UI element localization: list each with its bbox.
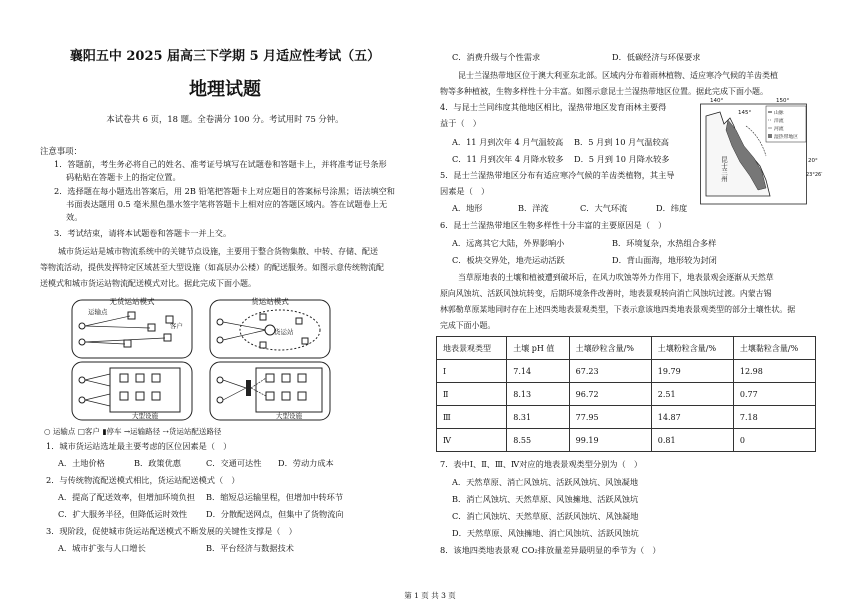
- table-row: [437, 429, 816, 452]
- table-header-row: [437, 337, 816, 360]
- question-stem: 6．昆士兰湿热带地区生物多样性十分丰富的主要原因是（ ）: [440, 220, 667, 230]
- answer-option: A．城市扩张与人口增长: [58, 543, 146, 553]
- answer-option: B．洋流: [518, 203, 549, 213]
- answer-option: D．背山面海，地形较为封闭: [612, 255, 717, 265]
- answer-option: C．消费升级与个性需求: [452, 52, 541, 62]
- table-cell: 7.18: [733, 406, 815, 429]
- question-stem: 4．与昆士兰同纬度其他地区相比，湿热带地区发育雨林主要得: [440, 102, 667, 112]
- map-lon-label: 140°: [710, 98, 724, 104]
- question-stem: 2．与传统物流配送模式相比，货运站配送模式（ ）: [46, 475, 240, 485]
- legend-item: 运输点: [52, 427, 76, 436]
- answer-option: B．5 月到 10 月气温较高: [574, 137, 669, 147]
- answer-option: C．板块交界处，地壳运动活跃: [452, 255, 565, 265]
- answer-option: A．11 月到次年 4 月气温较高: [452, 137, 564, 147]
- table-header: 土壤粉粒含量/%: [651, 337, 733, 360]
- answer-option: B．环境复杂，水热组合多样: [612, 238, 717, 248]
- question-stem: 1．城市货运站选址最主要考虑的区位因素是（ ）: [46, 441, 232, 451]
- question-stem: 益于（ ）: [440, 118, 481, 128]
- page-footer: 第 1 页 共 3 页: [404, 591, 456, 600]
- table-cell: 96.72: [569, 383, 651, 406]
- note-line: 书面表达题用 0.5 毫米黑色墨水签字笔将答题卡上相对应的答题区域内。答在试题卷上无: [66, 199, 388, 209]
- note-line: 1．答题前，考生务必将自己的姓名、准考证号填写在试题卷和答题卡上，并将准考证号条形: [54, 159, 387, 169]
- legend-square-icon: □: [77, 427, 85, 436]
- answer-option: D．分散配送网点，但集中了货物流向: [206, 509, 344, 519]
- table-cell: 19.79: [651, 360, 733, 383]
- table-cell: Ⅳ: [437, 429, 507, 452]
- answer-option: A．土地价格: [58, 458, 105, 468]
- legend-arrow-icon: →: [123, 427, 131, 436]
- answer-option: C．大气环流: [580, 203, 628, 213]
- table-cell: 2.51: [651, 383, 733, 406]
- answer-option: B．消亡风蚀坑、天然草原、风蚀擁地、活跃风蚀坑: [452, 494, 639, 504]
- map-lon-label: 150°: [776, 98, 790, 104]
- table-header: 地表景观类型: [437, 337, 507, 360]
- passage-line: 林郭勒草原某地同时存在上述四类地表景观类型，下表示意该地四类地表景观类型的部分土壤性状。据: [440, 305, 796, 314]
- label-no-station: 无货运站模式: [109, 297, 155, 306]
- table-header: 土壤黏粒含量/%: [733, 337, 815, 360]
- legend-parking-icon: ▮: [102, 427, 107, 436]
- map-lat-label: 20°: [808, 158, 818, 164]
- answer-option: B．平台经济与数据技术: [206, 543, 294, 553]
- map-legend-item: 山脉: [774, 111, 784, 116]
- passage-line: 城市货运站是城市物流系统中的关键节点设施，主要用于整合货物集散、中转、存储、配送: [58, 247, 378, 256]
- table-cell: 77.95: [569, 406, 651, 429]
- queensland-map: [700, 96, 823, 208]
- exam-intro: 本试卷共 6 页，18 题。全卷满分 100 分。考试用时 75 分钟。: [106, 114, 344, 124]
- passage-line: 等物流活动，提供发挥特定区域甚至大型设施（如高层办公楼）的配送服务。如图示意传统物流配: [40, 263, 384, 272]
- table-cell: 8.13: [507, 383, 569, 406]
- legend-dashed-arrow-icon: ⇢: [162, 427, 169, 436]
- passage-line: 送模式和城市货运站物流配送模式对比。据此完成下面小题。: [40, 279, 256, 288]
- answer-option: C．11 月到次年 4 月降水较多: [452, 154, 564, 164]
- table-header: 土壤砂粒含量/%: [569, 337, 651, 360]
- table-cell: Ⅱ: [437, 383, 507, 406]
- answer-option: C．交通可达性: [206, 458, 262, 468]
- table-cell: 14.87: [651, 406, 733, 429]
- map-lat-label: 23°26′: [806, 172, 823, 178]
- passage-line: 完成下面小题。: [440, 321, 496, 330]
- table-cell: 99.19: [569, 429, 651, 452]
- answer-option: D．纬度: [656, 203, 688, 213]
- table-cell: 8.55: [507, 429, 569, 452]
- answer-option: C．扩大服务半径，但降低运时效性: [58, 509, 188, 519]
- question-stem: 3．现阶段，促使城市货运站配送模式不断发展的关键性支撑是（ ）: [46, 526, 297, 536]
- answer-option: D．5 月到 10 月降水较多: [574, 154, 670, 164]
- label-station: 货运站模式: [251, 297, 289, 306]
- question-stem: 7．表中Ⅰ、Ⅱ、Ⅲ、Ⅳ对应的地表景观类型分别为（ ）: [440, 459, 643, 469]
- answer-option: A．天然草原、消亡风蚀坑、活跃风蚀坑、风蚀凝地: [452, 477, 639, 487]
- answer-option: B．政策优惠: [134, 458, 181, 468]
- answer-option: A．远离其它大陆，外界影响小: [452, 238, 565, 248]
- answer-option: B．缩短总运输里程，但增加中转环节: [206, 492, 344, 502]
- table-row: [437, 360, 816, 383]
- passage-line: 昆士兰湿热带地区位于澳大利亚东北部。区域内分布着雨林植物、适应寒冷气候的羊齿类植: [458, 71, 778, 80]
- table-cell: 67.23: [569, 360, 651, 383]
- answer-option: D．劳动力成本: [278, 458, 334, 468]
- table-cell: Ⅲ: [437, 406, 507, 429]
- map-region-label: 昆士兰州: [720, 156, 728, 182]
- question-stem: 5．昆士兰湿热带地区分布有适应寒冷气候的羊齿类植物，其主导: [440, 170, 675, 180]
- answer-option: A．提高了配送效率，但增加环境负担: [58, 492, 195, 502]
- table-cell: 0.81: [651, 429, 733, 452]
- exam-title: 襄阳五中 2025 届高三下学期 5 月适应性考试（五）: [69, 49, 381, 64]
- answer-option: C．消亡风蚀坑、天然草原、活跃风蚀坑、风蚀凝地: [452, 511, 639, 521]
- table-cell: 0.77: [733, 383, 815, 406]
- subject-title: 地理试题: [189, 79, 261, 100]
- answer-option: D．低碳经济与环保要求: [612, 52, 701, 62]
- legend-circle-icon: ○: [44, 427, 51, 436]
- table-cell: 0: [733, 429, 815, 452]
- passage-line: 原向风蚀坑、活跃风蚀坑转变，后期环境条件改善时，地表景观转向消亡风蚀坑过渡。内蒙古锡: [440, 289, 772, 298]
- legend-item: 客户: [84, 427, 100, 436]
- passage-line: 当草原地表的土壤和植被遭到破坏后，在风力吹蚀等外力作用下，地表景观会逐渐从天然草: [458, 273, 774, 282]
- answer-option: A．地形: [452, 203, 483, 213]
- note-line: 效。: [66, 212, 83, 222]
- legend-item: 货运站配送路径: [168, 427, 222, 436]
- label-large-facility: 大型设施: [132, 412, 158, 420]
- label-customer: 客户: [170, 322, 183, 330]
- figure-legend: [44, 426, 221, 437]
- question-stem: 因素是（ ）: [440, 186, 490, 196]
- notes-heading: 注意事项：: [40, 146, 82, 156]
- map-lon-label: 145°: [738, 110, 752, 116]
- legend-item: 运输路径: [130, 427, 161, 436]
- soil-table: [436, 336, 816, 452]
- label-large-facility: 大型设施: [276, 412, 302, 420]
- map-legend-item: 河流: [774, 127, 784, 132]
- table-row: [437, 406, 816, 429]
- table-cell: Ⅰ: [437, 360, 507, 383]
- legend-item: 停车: [106, 427, 122, 436]
- map-legend-item: 湿热带地区: [774, 135, 798, 140]
- question-stem: 8．该地四类地表景观 CO₂排放量差异最明显的季节为（ ）: [440, 545, 661, 555]
- table-cell: 7.14: [507, 360, 569, 383]
- table-cell: 12.98: [733, 360, 815, 383]
- logistics-diagram: [70, 294, 350, 424]
- map-legend-item: 洋流: [774, 119, 784, 124]
- table-row: [437, 383, 816, 406]
- label-freight-station: 货运站: [274, 328, 294, 336]
- note-line: 2．选择题在每小题选出答案后，用 2B 铅笔把答题卡上对应题目的答案标号涂黑；语法填空和: [54, 186, 395, 196]
- table-cell: 8.31: [507, 406, 569, 429]
- note-line: 3．考试结束，请将本试题卷和答题卡一并上交。: [54, 228, 232, 238]
- note-line: 码粘贴在答题卡上的指定位置。: [66, 172, 181, 182]
- table-header: 土壤 pH 值: [507, 337, 569, 360]
- label-transport-point: 运输点: [88, 308, 108, 316]
- passage-line: 物等多种植被，生物多样性十分丰富。如图示意昆士兰湿热带地区位置。据此完成下面小题。: [440, 87, 768, 96]
- answer-option: D．天然草原、风蚀擁地、消亡风蚀坑、活跃风蚀坑: [452, 528, 639, 538]
